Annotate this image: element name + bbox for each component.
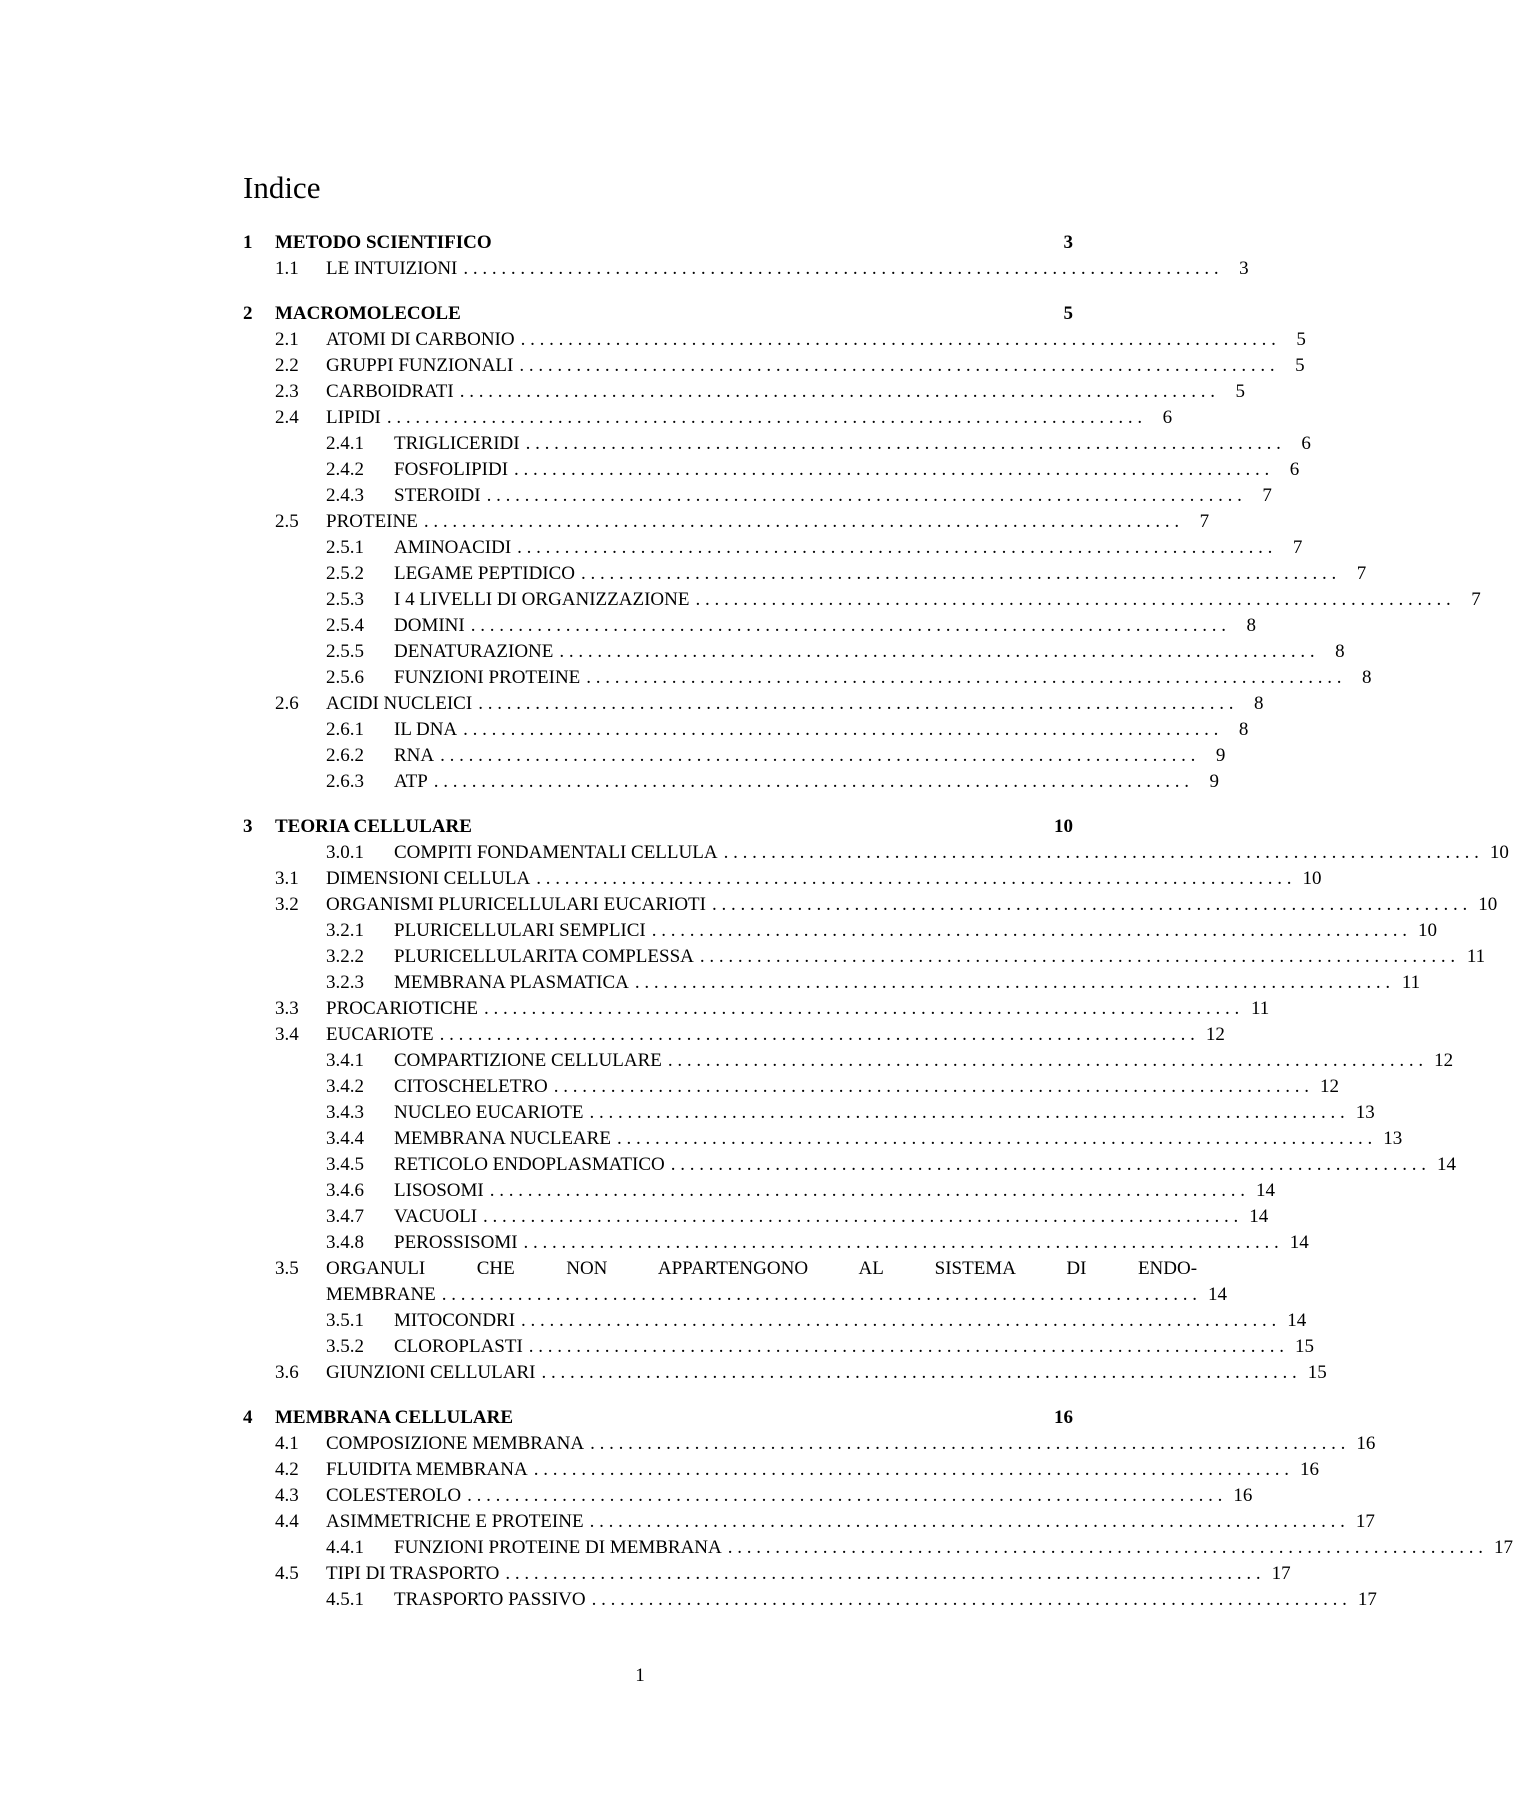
toc-title: DOMINI	[394, 615, 465, 636]
toc-subsection[interactable]	[243, 1204, 1269, 1230]
leader-dots: . . . . . . . . . . . . . . . . . . . . . . . . . . . . . . . . . . . . . . . . . . . . . . . . . . . . . . . . . . . . . . . . . . . . . . . . . . . . . . . .	[459, 381, 1215, 402]
leader-dots: . . . . . . . . . . . . . . . . . . . . . . . . . . . . . . . . . . . . . . . . . . . . . . . . . . . . . . . . . . . . . . . . . . . . . . . . . . . . . . . .	[533, 1459, 1289, 1480]
toc-section[interactable]	[243, 509, 1210, 535]
leader-dots: . . . . . . . . . . . . . . . . . . . . . . . . . . . . . . . . . . . . . . . . . . . . . . . . . . . . . . . . . . . . . . . . . . . . . . . . . . . . . . . .	[553, 1076, 1310, 1097]
toc-title: PLURICELLULARITA COMPLESSA	[394, 946, 694, 967]
toc-subsection[interactable]	[243, 769, 1220, 795]
toc-subsection[interactable]	[243, 457, 1300, 483]
toc-subsection[interactable]	[243, 561, 1367, 587]
toc-page: 17	[1357, 1589, 1377, 1610]
toc-number: 1.1	[275, 258, 299, 279]
toc-number: 3.2.3	[326, 972, 364, 993]
toc-subsection[interactable]	[243, 944, 1486, 970]
toc-page: 7	[1471, 589, 1481, 610]
leader-dots: . . . . . . . . . . . . . . . . . . . . . . . . . . . . . . . . . . . . . . . . . . . . . . . . . . . . . . . . . . . . . . . . . . . . . . . . . . . . . . . .	[440, 745, 1196, 766]
toc-title: TRASPORTO PASSIVO	[394, 1589, 586, 1610]
leader-dots: . . . . . . . . . . . . . . . . . . . . . . . . . . . . . . . . . . . . . . . . . . . . . . . . . . . . . . . . . . . . . . . . . . . . . . . . . . . . . . . .	[616, 1128, 1373, 1149]
toc-page: 10	[1478, 894, 1498, 915]
toc-subsection[interactable]	[243, 535, 1303, 561]
toc-section[interactable]	[243, 691, 1264, 717]
toc-number: 3.4.5	[326, 1154, 364, 1175]
toc-title: MACROMOLECOLE	[275, 303, 461, 324]
toc-title: COMPOSIZIONE MEMBRANA	[326, 1433, 585, 1454]
leader-dots: . . . . . . . . . . . . . . . . . . . . . . . . . . . . . . . . . . . . . . . . . . . . . . . . . . . . . . . . . . . . . . . . . . . . . . . . . . . . . . . .	[589, 1102, 1345, 1123]
toc-section[interactable]	[243, 1256, 1228, 1308]
toc-number: 2	[243, 303, 253, 324]
leader-dots: . . . . . . . . . . . . . . . . . . . . . . . . . . . . . . . . . . . . . . . . . . . . . . . . . . . . . . . . . . . . . . . . . . . . . . . . . . . . . . . .	[386, 407, 1143, 428]
leader-dots: . . . . . . . . . . . . . . . . . . . . . . . . . . . . . . . . . . . . . . . . . . . . . . . . . . . . . . . . . . . . . . . . . . . . . . . . . . . . . . . .	[559, 641, 1315, 662]
leader-dots: . . . . . . . . . . . . . . . . . . . . . . . . . . . . . . . . . . . . . . . . . . . . . . . . . . . . . . . . . . . . . . . . . . . . . . . . . . . . . . . .	[519, 355, 1275, 376]
toc-subsection[interactable]	[243, 1178, 1275, 1204]
toc-page: 7	[1262, 485, 1272, 506]
toc-number: 3.4.1	[326, 1050, 364, 1071]
leader-dots: . . . . . . . . . . . . . . . . . . . . . . . . . . . . . . . . . . . . . . . . . . . . . . . . . . . . . . . . . . . . . . . . . . . . . . . . . . . . . . . .	[723, 842, 1479, 863]
toc-section[interactable]	[243, 256, 1249, 282]
toc-title: LEGAME PEPTIDICO	[394, 563, 576, 584]
toc-title: CLOROPLASTI	[394, 1336, 523, 1357]
leader-dots: . . . . . . . . . . . . . . . . . . . . . . . . . . . . . . . . . . . . . . . . . . . . . . . . . . . . . . . . . . . . . . . . . . . . . . . . . . . . . . . .	[520, 329, 1276, 350]
toc-section[interactable]	[243, 1431, 1376, 1457]
toc-title: TRIGLICERIDI	[394, 433, 520, 454]
toc-section[interactable]	[243, 405, 1173, 431]
toc-page: 12	[1320, 1076, 1340, 1097]
leader-dots: . . . . . . . . . . . . . . . . . . . . . . . . . . . . . . . . . . . . . . . . . . . . . . . . . . . . . . . . . . . . . . . . . . . . . . . . . . . . . . . .	[439, 1024, 1195, 1045]
leader-dots: . . . . . . . . . . . . . . . . . . . . . . . . . . . . . . . . . . . . . . . . . . . . . . . . . . . . . . . . . . . . . . . . . . . . . . . . . . . . . . . .	[484, 998, 1240, 1019]
toc-title: MEMBRANA CELLULARE	[275, 1407, 514, 1428]
toc-section[interactable]	[243, 353, 1305, 379]
toc-title: MEMBRANA NUCLEARE	[394, 1128, 611, 1149]
toc-subsection[interactable]	[243, 918, 1437, 944]
toc-subsection[interactable]	[243, 1230, 1309, 1256]
toc-page: 11	[1466, 946, 1486, 967]
toc-title: PEROSSISOMI	[394, 1232, 518, 1253]
toc-page: 5	[1296, 329, 1306, 350]
toc-title-continued: MEMBRANE	[326, 1284, 436, 1305]
toc-number: 3.5	[275, 1258, 299, 1279]
toc-number: 2.5.1	[326, 537, 364, 558]
toc-subsection[interactable]	[243, 1334, 1315, 1360]
toc-page: 3	[1239, 258, 1249, 279]
toc-number: 3.4.7	[326, 1206, 364, 1227]
leader-dots: . . . . . . . . . . . . . . . . . . . . . . . . . . . . . . . . . . . . . . . . . . . . . . . . . . . . . . . . . . . . . . . . . . . . . . . . . . . . . . . .	[470, 615, 1226, 636]
toc-number: 3.3	[275, 998, 299, 1019]
toc-page: 10	[1489, 842, 1509, 863]
toc-number: 2.5.6	[326, 667, 364, 688]
toc-number: 2.4.2	[326, 459, 364, 480]
toc-page: 14	[1249, 1206, 1269, 1227]
toc-subsection[interactable]	[243, 639, 1345, 665]
toc-subsection[interactable]	[243, 665, 1372, 691]
toc-title: ORGANULI CHE NON APPARTENGONO AL SISTEMA DI ENDO-	[326, 1258, 1198, 1279]
leader-dots: . . . . . . . . . . . . . . . . . . . . . . . . . . . . . . . . . . . . . . . . . . . . . . . . . . . . . . . . . . . . . . . . . . . . . . . . . . . . . . . .	[727, 1537, 1483, 1558]
toc-title: I 4 LIVELLI DI ORGANIZZAZIONE	[394, 589, 690, 610]
toc-number: 2.5	[275, 511, 299, 532]
toc-number: 3.4.2	[326, 1076, 364, 1097]
toc-page: 11	[1250, 998, 1270, 1019]
toc-page: 5	[1235, 381, 1245, 402]
toc-number: 4.1	[275, 1433, 299, 1454]
leader-dots: . . . . . . . . . . . . . . . . . . . . . . . . . . . . . . . . . . . . . . . . . . . . . . . . . . . . . . . . . . . . . . . . . . . . . . . . . . . . . . . .	[483, 1206, 1239, 1227]
toc-page: 8	[1335, 641, 1345, 662]
toc-number: 2.5.5	[326, 641, 364, 662]
toc-title: COLESTEROLO	[326, 1485, 462, 1506]
toc-number: 2.4	[275, 407, 299, 428]
toc-number: 1	[243, 232, 253, 253]
toc-section[interactable]	[243, 1360, 1327, 1386]
toc-title: DIMENSIONI CELLULA	[326, 868, 531, 889]
toc-title: METODO SCIENTIFICO	[275, 232, 492, 253]
toc-subsection[interactable]	[243, 717, 1249, 743]
toc-number: 3.4.8	[326, 1232, 364, 1253]
toc-number: 2.4.1	[326, 433, 364, 454]
toc-title: CARBOIDRATI	[326, 381, 454, 402]
toc-title: DENATURAZIONE	[394, 641, 554, 662]
toc-section[interactable]	[243, 327, 1306, 353]
toc-number: 4.5.1	[326, 1589, 364, 1610]
leader-dots: . . . . . . . . . . . . . . . . . . . . . . . . . . . . . . . . . . . . . . . . . . . . . . . . . . . . . . . . . . . . . . . . . . . . . . . . . . . . . . . .	[463, 258, 1219, 279]
toc-title: TIPI DI TRASPORTO	[326, 1563, 500, 1584]
toc-title: EUCARIOTE	[326, 1024, 434, 1045]
toc-number: 4.4.1	[326, 1537, 364, 1558]
toc-page: 16	[1299, 1459, 1319, 1480]
toc-title: PROCARIOTICHE	[326, 998, 479, 1019]
leader-dots: . . . . . . . . . . . . . . . . . . . . . . . . . . . . . . . . . . . . . . . . . . . . . . . . . . . . . . . . . . . . . . . . . . . . . . . . . . . . . . . .	[589, 1511, 1345, 1532]
toc-number: 4.3	[275, 1485, 299, 1506]
toc-page: 7	[1356, 563, 1367, 584]
leader-dots: . . . . . . . . . . . . . . . . . . . . . . . . . . . . . . . . . . . . . . . . . . . . . . . . . . . . . . . . . . . . . . . . . . . . . . . . . . . . . . . .	[711, 894, 1468, 915]
toc-number: 3.5.1	[326, 1310, 364, 1331]
toc-number: 3.5.2	[326, 1336, 364, 1357]
toc-page: 8	[1246, 615, 1256, 636]
toc-title: NUCLEO EUCARIOTE	[394, 1102, 584, 1123]
toc-page: 13	[1383, 1128, 1403, 1149]
toc-title: CITOSCHELETRO	[394, 1076, 548, 1097]
leader-dots: . . . . . . . . . . . . . . . . . . . . . . . . . . . . . . . . . . . . . . . . . . . . . . . . . . . . . . . . . . . . . . . . . . . . . . . . . . . . . . . .	[505, 1563, 1261, 1584]
toc-title: STEROIDI	[394, 485, 481, 506]
leader-dots: . . . . . . . . . . . . . . . . . . . . . . . . . . . . . . . . . . . . . . . . . . . . . . . . . . . . . . . . . . . . . . . . . . . . . . . . . . . . . . . .	[695, 589, 1451, 610]
toc-title: ATOMI DI CARBONIO	[326, 329, 515, 350]
toc-title: COMPITI FONDAMENTALI CELLULA	[394, 842, 718, 863]
toc-title: LISOSOMI	[394, 1180, 484, 1201]
toc-page: 6	[1301, 433, 1311, 454]
toc-number: 3	[243, 816, 253, 837]
toc-title: ORGANISMI PLURICELLULARI EUCARIOTI	[326, 894, 706, 915]
toc-number: 2.5.2	[326, 563, 364, 584]
leader-dots: . . . . . . . . . . . . . . . . . . . . . . . . . . . . . . . . . . . . . . . . . . . . . . . . . . . . . . . . . . . . . . . . . . . . . . . . . . . . . . . .	[667, 1050, 1424, 1071]
leader-dots: . . . . . . . . . . . . . . . . . . . . . . . . . . . . . . . . . . . . . . . . . . . . . . . . . . . . . . . . . . . . . . . . . . . . . . . . . . . . . . . .	[590, 1433, 1346, 1454]
toc-page: 6	[1162, 407, 1173, 428]
toc-title: ATP	[394, 771, 428, 792]
toc-page: 14	[1289, 1232, 1309, 1253]
toc-page: 10	[1302, 868, 1322, 889]
toc-subsection[interactable]	[243, 483, 1272, 509]
toc-section[interactable]	[243, 996, 1270, 1022]
toc-page: 16	[1233, 1485, 1253, 1506]
leader-dots: . . . . . . . . . . . . . . . . . . . . . . . . . . . . . . . . . . . . . . . . . . . . . . . . . . . . . . . . . . . . . . . . . . . . . . . . . . . . . . . .	[514, 459, 1270, 480]
toc-title: RNA	[394, 745, 435, 766]
toc-page: 14	[1287, 1310, 1307, 1331]
toc-title: LIPIDI	[326, 407, 381, 428]
toc-subsection[interactable]	[243, 1308, 1307, 1334]
toc-title: VACUOLI	[394, 1206, 478, 1227]
leader-dots: . . . . . . . . . . . . . . . . . . . . . . . . . . . . . . . . . . . . . . . . . . . . . . . . . . . . . . . . . . . . . . . . . . . . . . . . . . . . . . . .	[478, 693, 1234, 714]
toc-chapter[interactable]	[243, 301, 1073, 327]
leader-dots: . . . . . . . . . . . . . . . . . . . . . . . . . . . . . . . . . . . . . . . . . . . . . . . . . . . . . . . . . . . . . . . . . . . . . . . . . . . . . . . .	[536, 868, 1292, 889]
toc-chapter[interactable]	[243, 230, 1073, 256]
leader-dots: . . . . . . . . . . . . . . . . . . . . . . . . . . . . . . . . . . . . . . . . . . . . . . . . . . . . . . . . . . . . . . . . . . . . . . . . . . . . . . . .	[517, 537, 1273, 558]
leader-dots: . . . . . . . . . . . . . . . . . . . . . . . . . . . . . . . . . . . . . . . . . . . . . . . . . . . . . . . . . . . . . . . . . . . . . . . . . . . . . . . .	[486, 485, 1242, 506]
toc-page: 16	[1054, 1407, 1073, 1428]
toc-page: 5	[1063, 303, 1073, 324]
toc-section[interactable]	[243, 379, 1245, 405]
toc-page: 10	[1418, 920, 1437, 941]
leader-dots: . . . . . . . . . . . . . . . . . . . . . . . . . . . . . . . . . . . . . . . . . . . . . . . . . . . . . . . . . . . . . . . . . . . . . . . . . . . . . . . .	[467, 1485, 1223, 1506]
toc-page: 10	[1054, 816, 1073, 837]
toc-subsection[interactable]	[243, 1535, 1513, 1561]
toc-page: 8	[1253, 693, 1264, 714]
toc-title: RETICOLO ENDOPLASMATICO	[394, 1154, 665, 1175]
toc-number: 3.4	[275, 1024, 299, 1045]
leader-dots: . . . . . . . . . . . . . . . . . . . . . . . . . . . . . . . . . . . . . . . . . . . . . . . . . . . . . . . . . . . . . . . . . . . . . . . . . . . . . . . .	[489, 1180, 1245, 1201]
toc-number: 3.2.2	[326, 946, 364, 967]
toc-page: 3	[1063, 232, 1073, 253]
toc-page: 16	[1356, 1433, 1376, 1454]
toc-page: 15	[1295, 1336, 1315, 1357]
toc-section[interactable]	[243, 1457, 1319, 1483]
toc-title: GRUPPI FUNZIONALI	[326, 355, 514, 376]
toc-number: 2.3	[275, 381, 299, 402]
toc-subsection[interactable]	[243, 1587, 1377, 1613]
leader-dots: . . . . . . . . . . . . . . . . . . . . . . . . . . . . . . . . . . . . . . . . . . . . . . . . . . . . . . . . . . . . . . . . . . . . . . . . . . . . . . . .	[433, 771, 1190, 792]
toc-number: 2.1	[275, 329, 299, 350]
toc-subsection[interactable]	[243, 1074, 1340, 1100]
toc-number: 3.4.4	[326, 1128, 364, 1149]
toc-number: 2.6.2	[326, 745, 364, 766]
toc-title: GIUNZIONI CELLULARI	[326, 1362, 536, 1383]
toc-title: MEMBRANA PLASMATICA	[394, 972, 629, 993]
leader-dots: . . . . . . . . . . . . . . . . . . . . . . . . . . . . . . . . . . . . . . . . . . . . . . . . . . . . . . . . . . . . . . . . . . . . . . . . . . . . . . . .	[463, 719, 1219, 740]
toc-page: 15	[1307, 1362, 1327, 1383]
toc-page: 17	[1355, 1511, 1375, 1532]
toc-number: 2.6.1	[326, 719, 364, 740]
toc-title: FUNZIONI PROTEINE DI MEMBRANA	[394, 1537, 722, 1558]
toc-number: 3.1	[275, 868, 299, 889]
toc-page: 12	[1205, 1024, 1225, 1045]
leader-dots: . . . . . . . . . . . . . . . . . . . . . . . . . . . . . . . . . . . . . . . . . . . . . . . . . . . . . . . . . . . . . . . . . . . . . . . . . . . . . . . .	[528, 1336, 1285, 1357]
toc-title: LE INTUIZIONI	[326, 258, 458, 279]
leader-dots: . . . . . . . . . . . . . . . . . . . . . . . . . . . . . . . . . . . . . . . . . . . . . . . . . . . . . . . . . . . . . . . . . . . . . . . . . . . . . . . .	[423, 511, 1180, 532]
leader-dots: . . . . . . . . . . . . . . . . . . . . . . . . . . . . . . . . . . . . . . . . . . . . . . . . . . . . . . . . . . . . . . . . . . . . . . . . . . . . . . . .	[523, 1232, 1279, 1253]
page-title: Indice	[243, 170, 321, 205]
table-of-contents	[243, 230, 1513, 1613]
leader-dots: . . . . . . . . . . . . . . . . . . . . . . . . . . . . . . . . . . . . . . . . . . . . . . . . . . . . . . . . . . . . . . . . . . . . . . . . . . . . . . . .	[651, 920, 1407, 941]
toc-title: PROTEINE	[326, 511, 418, 532]
toc-page: 13	[1355, 1102, 1375, 1123]
toc-title: ASIMMETRICHE E PROTEINE	[326, 1511, 584, 1532]
toc-number: 4.4	[275, 1511, 299, 1532]
toc-subsection[interactable]	[243, 1126, 1403, 1152]
toc-number: 3.0.1	[326, 842, 364, 863]
leader-dots: . . . . . . . . . . . . . . . . . . . . . . . . . . . . . . . . . . . . . . . . . . . . . . . . . . . . . . . . . . . . . . . . . . . . . . . . . . . . . . . .	[699, 946, 1456, 967]
toc-title: ACIDI NUCLEICI	[326, 693, 473, 714]
toc-number: 3.4.6	[326, 1180, 364, 1201]
toc-page: 11	[1401, 972, 1421, 993]
toc-title: FLUIDITA MEMBRANA	[326, 1459, 528, 1480]
toc-page: 12	[1434, 1050, 1454, 1071]
leader-dots: . . . . . . . . . . . . . . . . . . . . . . . . . . . . . . . . . . . . . . . . . . . . . . . . . . . . . . . . . . . . . . . . . . . . . . . . . . . . . . . .	[441, 1284, 1198, 1305]
toc-number: 4.5	[275, 1563, 299, 1584]
leader-dots: . . . . . . . . . . . . . . . . . . . . . . . . . . . . . . . . . . . . . . . . . . . . . . . . . . . . . . . . . . . . . . . . . . . . . . . . . . . . . . . .	[591, 1589, 1347, 1610]
toc-number: 3.4.3	[326, 1102, 364, 1123]
toc-title: MITOCONDRI	[394, 1310, 516, 1331]
toc-number: 2.6	[275, 693, 299, 714]
toc-title: COMPARTIZIONE CELLULARE	[394, 1050, 662, 1071]
toc-section[interactable]	[243, 1561, 1291, 1587]
toc-title: AMINOACIDI	[394, 537, 512, 558]
toc-subsection[interactable]	[243, 1100, 1375, 1126]
toc-page: 17	[1494, 1537, 1513, 1558]
leader-dots: . . . . . . . . . . . . . . . . . . . . . . . . . . . . . . . . . . . . . . . . . . . . . . . . . . . . . . . . . . . . . . . . . . . . . . . . . . . . . . . .	[634, 972, 1391, 993]
toc-section[interactable]	[243, 866, 1322, 892]
toc-page: 6	[1289, 459, 1300, 480]
toc-subsection[interactable]	[243, 431, 1311, 457]
toc-subsection[interactable]	[243, 840, 1509, 866]
toc-title: FUNZIONI PROTEINE	[394, 667, 581, 688]
toc-subsection[interactable]	[243, 743, 1226, 769]
toc-page: 9	[1209, 771, 1220, 792]
toc-number: 2.5.3	[326, 589, 364, 610]
toc-subsection[interactable]	[243, 587, 1481, 613]
toc-number: 3.2.1	[326, 920, 364, 941]
toc-title: IL DNA	[394, 719, 458, 740]
toc-section[interactable]	[243, 1509, 1375, 1535]
toc-section[interactable]	[243, 892, 1498, 918]
toc-page: 14	[1437, 1154, 1456, 1175]
toc-chapter[interactable]	[243, 814, 1073, 840]
toc-page: 7	[1292, 537, 1303, 558]
toc-subsection[interactable]	[243, 1048, 1454, 1074]
toc-page: 17	[1271, 1563, 1291, 1584]
leader-dots: . . . . . . . . . . . . . . . . . . . . . . . . . . . . . . . . . . . . . . . . . . . . . . . . . . . . . . . . . . . . . . . . . . . . . . . . . . . . . . . .	[525, 433, 1281, 454]
toc-number: 3.6	[275, 1362, 299, 1383]
leader-dots: . . . . . . . . . . . . . . . . . . . . . . . . . . . . . . . . . . . . . . . . . . . . . . . . . . . . . . . . . . . . . . . . . . . . . . . . . . . . . . . .	[541, 1362, 1297, 1383]
leader-dots: . . . . . . . . . . . . . . . . . . . . . . . . . . . . . . . . . . . . . . . . . . . . . . . . . . . . . . . . . . . . . . . . . . . . . . . . . . . . . . . .	[521, 1310, 1277, 1331]
toc-page: 14	[1255, 1180, 1275, 1201]
leader-dots: . . . . . . . . . . . . . . . . . . . . . . . . . . . . . . . . . . . . . . . . . . . . . . . . . . . . . . . . . . . . . . . . . . . . . . . . . . . . . . . .	[581, 563, 1337, 584]
leader-dots: . . . . . . . . . . . . . . . . . . . . . . . . . . . . . . . . . . . . . . . . . . . . . . . . . . . . . . . . . . . . . . . . . . . . . . . . . . . . . . . .	[670, 1154, 1426, 1175]
leader-dots: . . . . . . . . . . . . . . . . . . . . . . . . . . . . . . . . . . . . . . . . . . . . . . . . . . . . . . . . . . . . . . . . . . . . . . . . . . . . . . . .	[586, 667, 1342, 688]
toc-page: 7	[1199, 511, 1210, 532]
toc-number: 4	[243, 1407, 253, 1428]
toc-page: 8	[1238, 719, 1249, 740]
toc-title: TEORIA CELLULARE	[275, 816, 472, 837]
toc-number: 2.4.3	[326, 485, 364, 506]
toc-section[interactable]	[243, 1022, 1225, 1048]
toc-number: 2.2	[275, 355, 299, 376]
toc-number: 4.2	[275, 1459, 299, 1480]
toc-page: 8	[1362, 667, 1372, 688]
toc-page: 9	[1215, 745, 1226, 766]
toc-title: FOSFOLIPIDI	[394, 459, 509, 480]
page-number: 1	[635, 1665, 645, 1686]
toc-number: 3.2	[275, 894, 299, 915]
toc-title: PLURICELLULARI SEMPLICI	[394, 920, 646, 941]
toc-chapter[interactable]	[243, 1405, 1073, 1431]
toc-number: 2.5.4	[326, 615, 364, 636]
toc-number: 2.6.3	[326, 771, 364, 792]
toc-subsection[interactable]	[243, 970, 1421, 996]
toc-page: 5	[1295, 355, 1305, 376]
toc-section[interactable]	[243, 1483, 1253, 1509]
toc-subsection[interactable]	[243, 613, 1256, 639]
toc-page: 14	[1208, 1284, 1228, 1305]
toc-subsection[interactable]	[243, 1152, 1456, 1178]
